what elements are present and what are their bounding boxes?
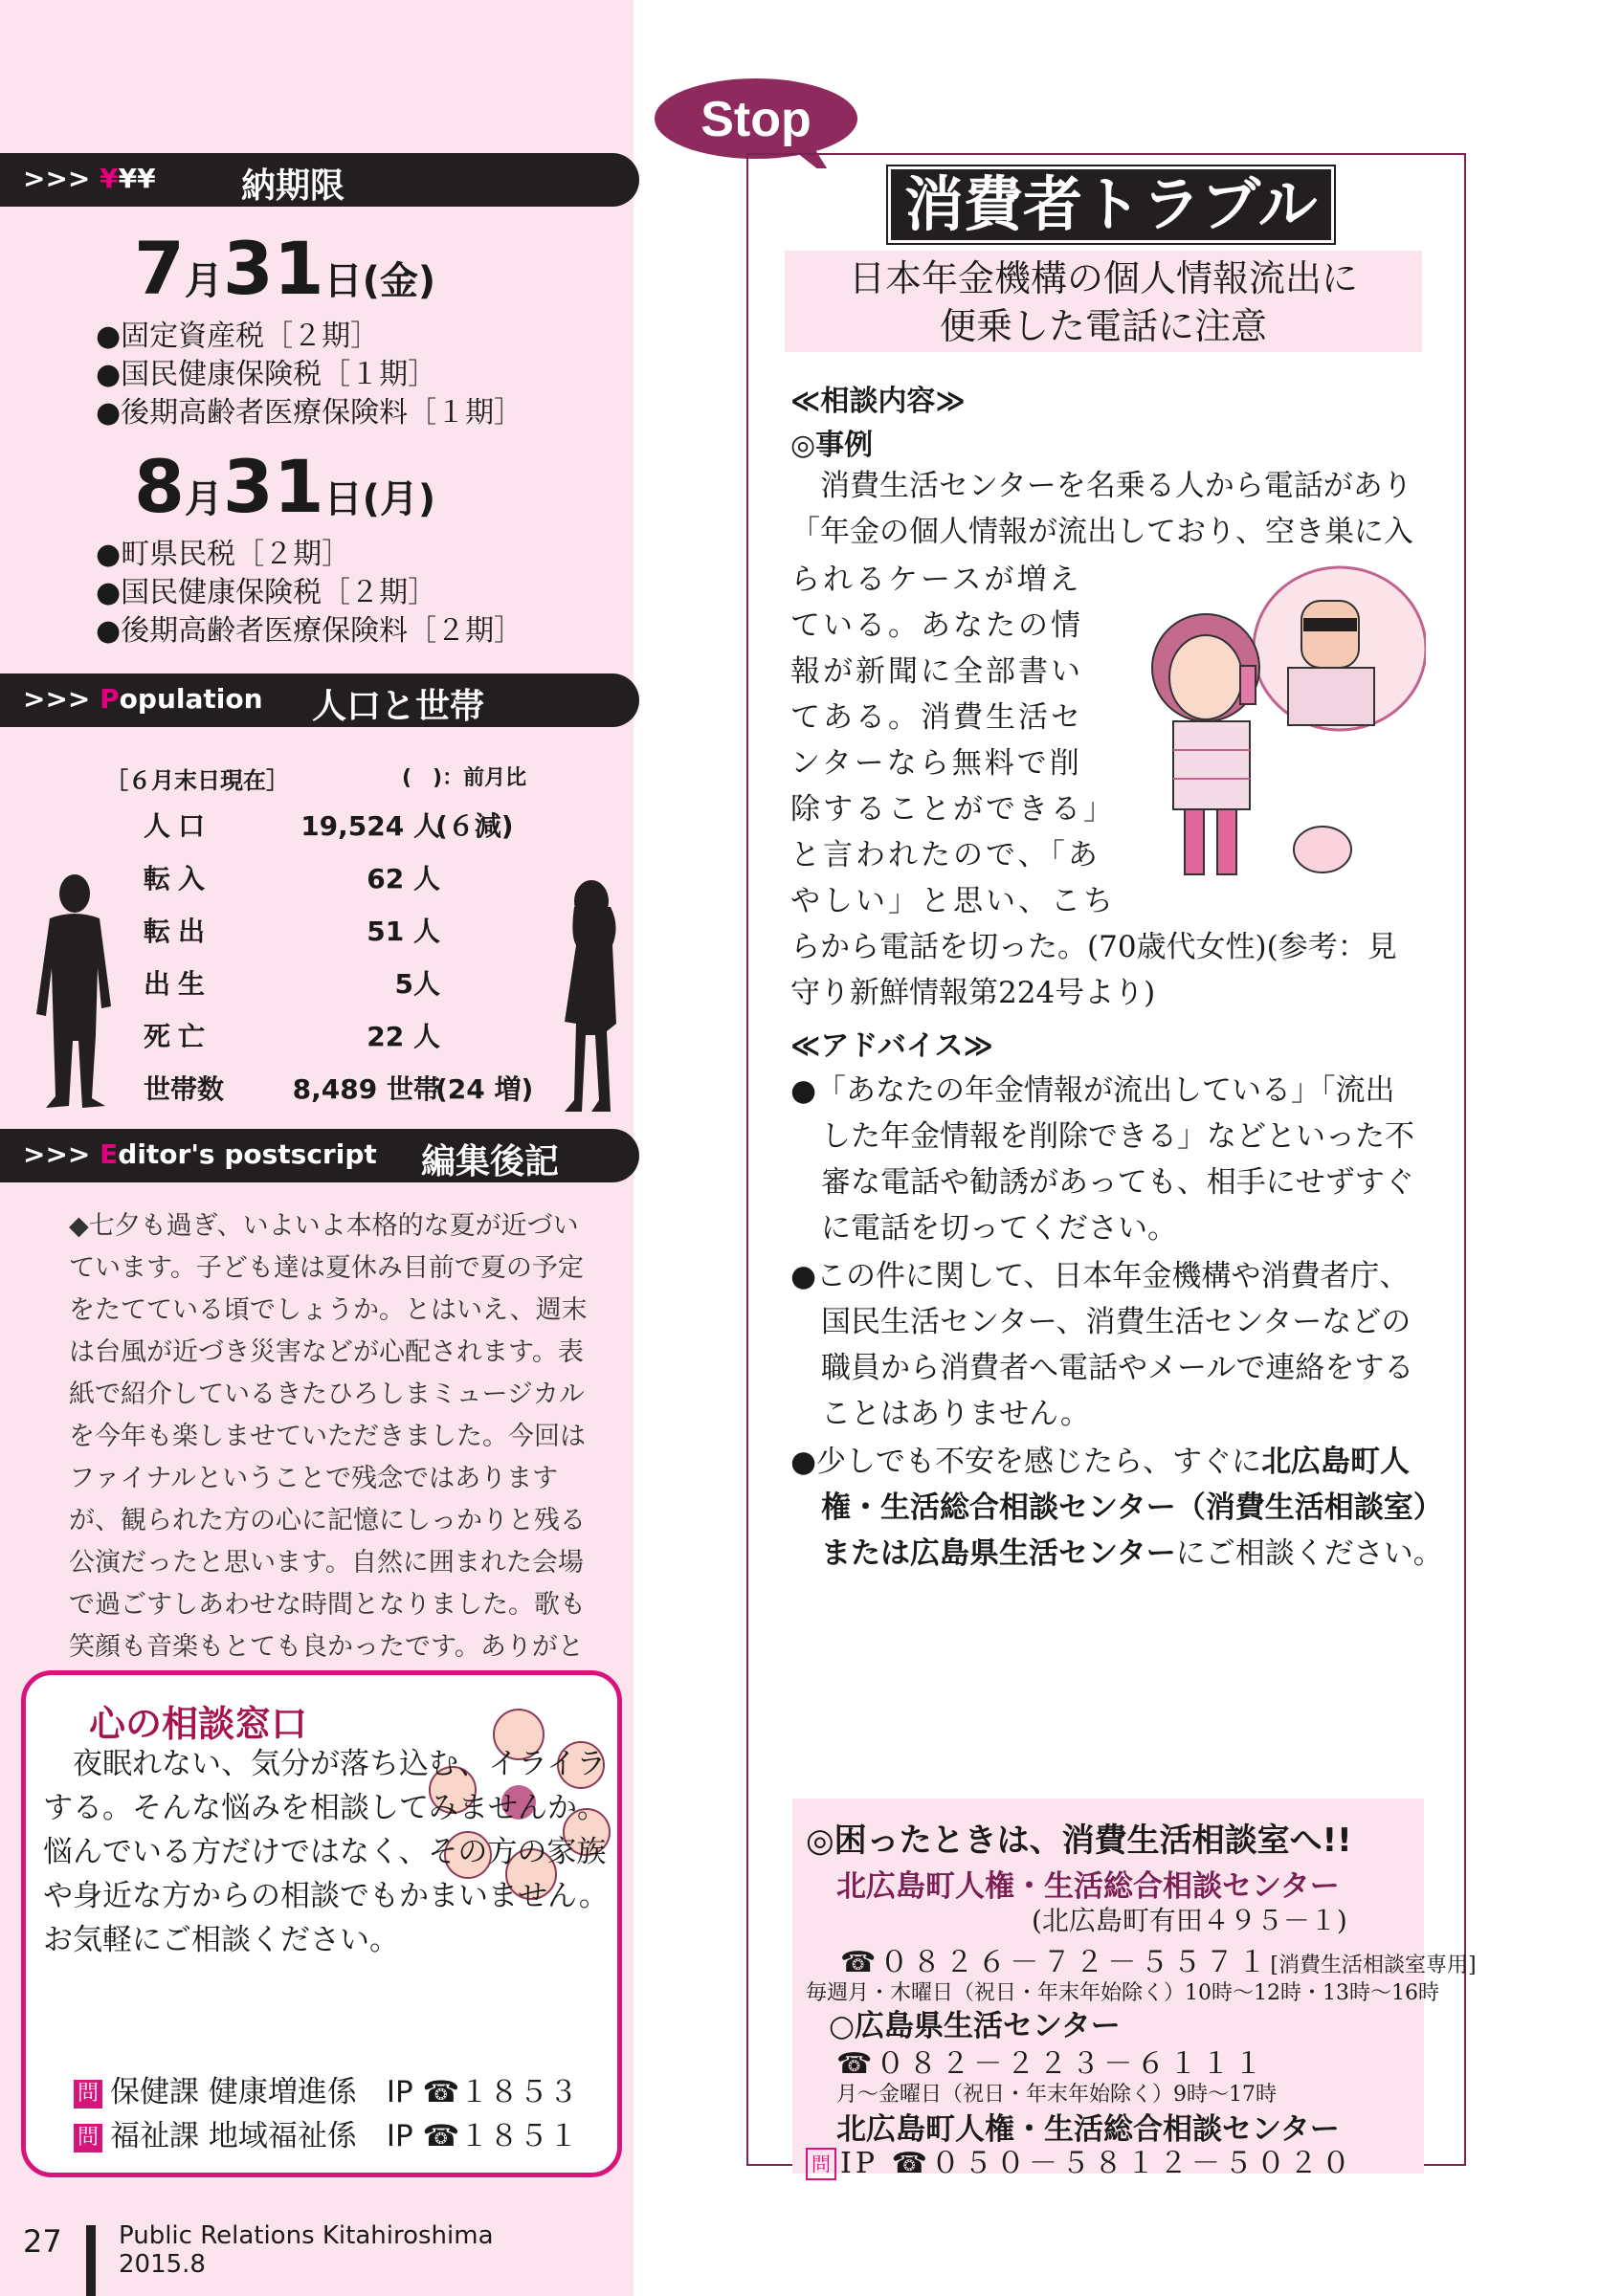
- tax-item: ●国民健康保険税［１期］: [96, 358, 437, 391]
- contact-info-box: [792, 1799, 1477, 2180]
- consultation-title: 心の相談窓口: [89, 1703, 308, 1745]
- advice-item-2: ●この件に関して、日本年金機構や消費者庁、 国民生活センター、消費生活センターなどの 職員から消費者へ電話やメールで連絡をする ことはありません。: [790, 1259, 1414, 1431]
- woman-silhouette-icon: [536, 878, 632, 1117]
- editor-header-title: 編集後記: [421, 1142, 560, 1181]
- footer-title: Public Relations Kitahiroshima 2015.8: [119, 2221, 494, 2279]
- tax-item: ●町県民税［２期］: [96, 538, 351, 571]
- contact-tel-1: ☎０８２６－７２－５５７１[消費生活相談室専用]: [840, 1946, 1477, 1979]
- editor-header-en: >>> Editor's postscript: [23, 1138, 377, 1170]
- tax-item: ●国民健康保険税［２期］: [96, 576, 437, 609]
- mental-consultation-box: [21, 1670, 622, 2177]
- case-text-bottom: らから電話を切った。(70歳代女性)(参考：見 守り新鮮情報第224号より): [790, 930, 1397, 1010]
- consumer-trouble-title: 消費者トラブル: [888, 166, 1334, 243]
- advice-heading: ≪アドバイス≫: [790, 1029, 993, 1063]
- case-text-narrow: られるケースが増え ている。あなたの情 報が新聞に全部書い てある。消費生活セ ンターなら無料で削 除することができる」 と言われたので、「あ やしい」と思い、こち: [790, 563, 1116, 918]
- population-compare-note: ( )：前月比: [402, 766, 527, 790]
- contact-tel-3: 問 IP ☎０５０－５８１２－５０２０: [806, 2139, 1354, 2181]
- tax-item: ●固定資産税［２期］: [96, 320, 380, 353]
- contact-address-1: (北広島町有田４９５－１): [1032, 1905, 1347, 1936]
- case-heading: ◎事例: [790, 429, 874, 462]
- footer-divider: [86, 2225, 96, 2296]
- editor-postscript-text: ◆七夕も過ぎ、いよいよ本格的な夏が近づいています。子ども達は夏休み目前で夏の予定をたてている頃でしょうか。とはいえ、週末は台風が近づき災害などが心配されます。表紙で紹介しているきたひろしまミュージカルを今年も楽しませていただきました。今回はファイナルということで残念ではありますが、観られた方の心に記憶にしっかりと残る公演だったと思います。自然に囲まれた会場で過ごすしあわせな時間となりました。歌も笑顔も音楽もとても良かったです。ありがと: [69, 1211, 588, 1662]
- contact-org-2: ○広島県生活センター: [829, 2009, 1121, 2043]
- tax-header-prefix: >>> ¥¥¥: [23, 163, 156, 194]
- svg-text:Stop: Stop: [700, 92, 812, 147]
- contact-org-3: 北広島町人権・生活総合相談センター: [836, 2112, 1340, 2147]
- contact-welfare: 問 福祉課 地域福祉係 IP ☎１８５１: [74, 2111, 578, 2154]
- editor-postscript-header: [0, 1129, 639, 1182]
- contact-org-1: 北広島町人権・生活総合相談センター: [836, 1869, 1340, 1904]
- contact-tel-2: ☎０８２－２２３－６１１１: [836, 2047, 1267, 2081]
- consult-heading: ≪相談内容≫: [790, 385, 966, 418]
- article-subtitle: 日本年金機構の個人情報流出に 便乗した電話に注意: [785, 251, 1422, 352]
- population-header-title: 人口と世帯: [312, 687, 485, 726]
- tax-list-1: [96, 318, 522, 432]
- contact-health: 問 保健課 健康増進係 IP ☎１８５３: [74, 2067, 578, 2110]
- phone-scam-illustration-icon: [1101, 563, 1426, 888]
- population-header-en: >>> Population: [23, 683, 263, 715]
- tax-list-2: [96, 536, 522, 651]
- tax-header-title: 納期限: [241, 166, 345, 206]
- contact-title: ◎困ったときは、消費生活相談室へ!!: [806, 1821, 1352, 1860]
- page-number: 27: [23, 2223, 62, 2260]
- advice-item-1: ●「あなたの年金情報が流出している」「流出 した年金情報を削除できる」などといった不 審な電話や勧誘があっても、相手にせずすぐ に電話を切ってください。: [790, 1073, 1414, 1246]
- contact-hours-2: 月～金曜日（祝日・年末年始除く）9時～17時: [836, 2083, 1277, 2107]
- contact-hours-1: 毎週月・木曜日（祝日・年末年始除く）10時～12時・13時～16時: [806, 1981, 1439, 2005]
- man-silhouette-icon: [29, 872, 134, 1112]
- advice-item-3: ●少しでも不安を感じたら、すぐに北広島町人 権・生活総合相談センター（消費生活相談室） または広島県生活センターにご相談ください。: [790, 1445, 1443, 1571]
- case-text-top: 消費生活センターを名乗る人から電話があり 「年金の個人情報が流出しており、空き巣に入: [790, 469, 1413, 549]
- tax-deadline-header: [0, 153, 639, 207]
- deadline-date-1: 7月31日(金): [134, 226, 436, 311]
- population-header: [0, 673, 639, 727]
- tax-item: ●後期高齢者医療保険料［１期］: [96, 396, 523, 430]
- deadline-date-2: 8月31日(月): [134, 444, 436, 529]
- tax-item: ●後期高齢者医療保険料［２期］: [96, 614, 523, 648]
- consultation-text: 夜眠れない、気分が落ち込む、イライラする。そんな悩みを相談してみませんか。悩んでいる方だけではなく、その方の家族や身近な方からの相談でもかまいません。お気軽にご相談ください。: [43, 1747, 609, 1957]
- population-date-note: ［６月末日現在］: [105, 767, 289, 794]
